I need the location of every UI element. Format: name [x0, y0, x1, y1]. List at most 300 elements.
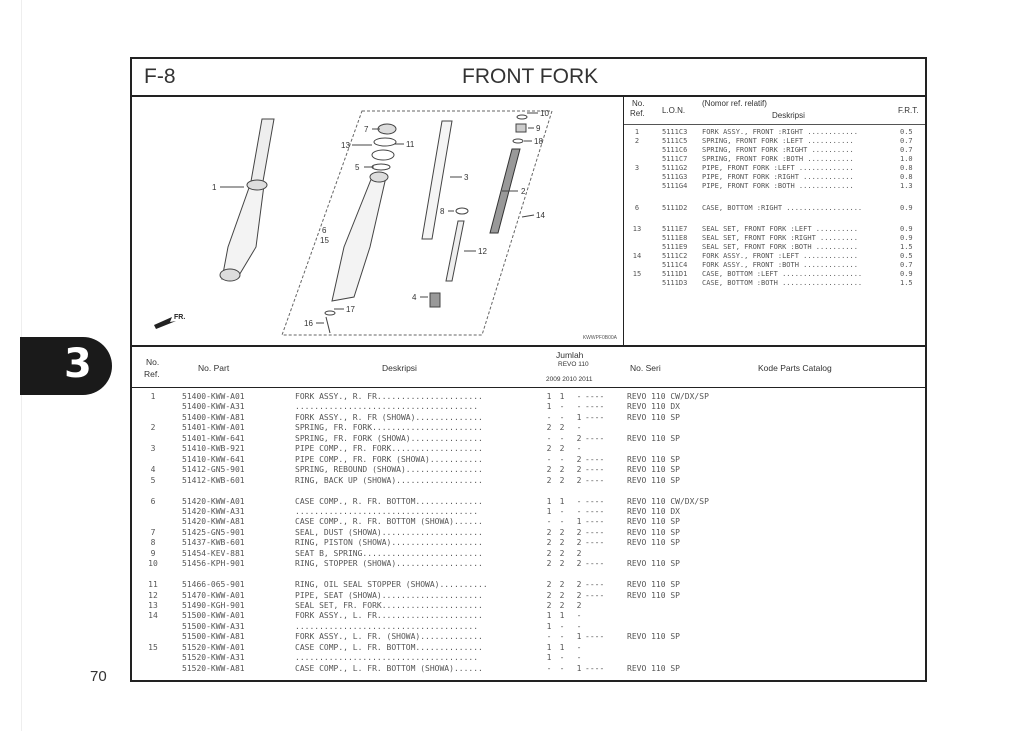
reference-cell-desc: PIPE, FRONT FORK :RIGHT ............: [702, 173, 854, 181]
parts-cell-y2: 2: [559, 580, 565, 590]
parts-table-body: [132, 388, 925, 680]
reference-cell-frt: 0.7: [900, 137, 913, 145]
reference-cell-ref: 15: [632, 270, 642, 279]
exploded-diagram: [132, 97, 624, 345]
parts-cell-y1: -: [546, 433, 552, 443]
parts-cell-desc: PIPE COMP., FR. FORK (SHOWA)...........: [295, 454, 483, 464]
parts-cell-y3: -: [576, 506, 582, 516]
parts-cell-dash: ----: [585, 412, 605, 422]
ref-header-ref: Ref.: [630, 109, 645, 118]
reference-cell-lon: 5111C2: [662, 252, 688, 261]
parts-cell-y3: 2: [576, 590, 582, 600]
parts-row: [132, 392, 925, 403]
parts-cell-y2: -: [559, 517, 565, 527]
reference-cell-desc: SPRING, FRONT FORK :LEFT ...........: [702, 137, 854, 145]
parts-cell-part: 51412-KWB-601: [182, 475, 245, 485]
parts-cell-y1: 2: [546, 559, 552, 569]
parts-header-revo: REVO 110: [558, 361, 589, 368]
reference-cell-desc: SEAL SET, FRONT FORK :LEFT ..........: [702, 225, 858, 234]
parts-cell-y3: 2: [576, 548, 582, 558]
parts-cell-part: 51420-KWW-A01: [182, 496, 245, 506]
parts-cell-seri: REVO 110 SP: [627, 465, 680, 475]
reference-row: [624, 225, 925, 234]
parts-header-ref: Ref.: [144, 369, 160, 379]
reference-cell-ref: 2: [634, 137, 640, 145]
callout-number: 18: [534, 137, 543, 146]
callout-number: 1: [212, 183, 217, 192]
reference-cell-frt: 0.9: [900, 225, 913, 234]
reference-row: [624, 137, 925, 146]
parts-cell-desc: SEAT B, SPRING.........................: [295, 548, 483, 558]
parts-cell-desc: RING, BACK UP (SHOWA)..................: [295, 475, 483, 485]
reference-cell-lon: 5111G2: [662, 164, 688, 172]
parts-cell-ref: 11: [148, 580, 158, 590]
parts-cell-y3: 2: [576, 580, 582, 590]
reference-cell-desc: SPRING, FRONT FORK :BOTH ...........: [702, 155, 854, 163]
parts-cell-y1: 2: [546, 590, 552, 600]
parts-cell-ref: 15: [148, 642, 158, 652]
parts-row: [132, 549, 925, 560]
parts-row: [132, 643, 925, 654]
parts-cell-part: 51412-GN5-901: [182, 465, 245, 475]
callout-number: 15: [320, 236, 329, 245]
reference-cell-desc: PIPE, FRONT FORK :BOTH .............: [702, 182, 854, 190]
chapter-number: 3: [64, 341, 92, 387]
reference-cell-lon: 5111E8: [662, 234, 688, 243]
ref-header-nomor: (Nomor ref. relatif): [702, 99, 767, 108]
reference-cell-desc: FORK ASSY., FRONT :LEFT .............: [702, 252, 858, 261]
parts-cell-ref: 13: [148, 601, 158, 610]
diagram-code: KWWPF0B00A: [582, 335, 617, 341]
parts-cell-y2: 2: [559, 559, 565, 569]
callout-number: 17: [346, 305, 355, 314]
reference-cell-frt: 1.5: [900, 279, 913, 288]
callout-number: 4: [412, 293, 417, 302]
parts-cell-y2: 1: [559, 611, 565, 621]
parts-cell-seri: REVO 110 SP: [627, 433, 680, 443]
parts-row: [132, 476, 925, 487]
reference-cell-frt: 0.7: [900, 146, 913, 154]
parts-row: [132, 497, 925, 508]
parts-cell-ref: 9: [150, 548, 156, 558]
reference-row: [624, 234, 925, 243]
parts-row: [132, 444, 925, 455]
callout-number: 10: [540, 109, 549, 118]
reference-table: [624, 97, 925, 345]
reference-cell-desc: CASE, BOTTOM :RIGHT ..................: [702, 203, 863, 212]
callout-number: 9: [536, 124, 541, 133]
reference-row: [624, 243, 925, 252]
parts-cell-desc: FORK ASSY., R. FR (SHOWA)..............: [295, 412, 483, 422]
parts-cell-desc: FORK ASSY., R. FR......................: [295, 392, 483, 401]
parts-cell-y3: 2: [576, 601, 582, 610]
parts-cell-seri: REVO 110 SP: [627, 663, 680, 673]
parts-cell-seri: REVO 110 DX: [627, 402, 680, 412]
reference-cell-ref: 14: [632, 252, 642, 261]
parts-cell-y3: -: [576, 611, 582, 621]
parts-cell-y3: 1: [576, 412, 582, 422]
parts-cell-y2: -: [559, 506, 565, 516]
reference-cell-ref: 1: [634, 128, 640, 136]
parts-row: [132, 538, 925, 549]
parts-cell-part: 51470-KWW-A01: [182, 590, 245, 600]
parts-cell-desc: CASE COMP., L. FR. BOTTOM (SHOWA)......: [295, 663, 483, 673]
parts-cell-seri: REVO 110 SP: [627, 517, 680, 527]
parts-cell-y2: 2: [559, 590, 565, 600]
parts-cell-seri: REVO 110 SP: [627, 412, 680, 422]
parts-cell-part: 51410-KWB-921: [182, 444, 245, 454]
parts-cell-desc: FORK ASSY., L. FR......................: [295, 611, 483, 621]
parts-cell-seri: REVO 110 SP: [627, 454, 680, 464]
parts-cell-y3: 1: [576, 632, 582, 642]
parts-cell-y3: 2: [576, 433, 582, 443]
callout-number: 12: [478, 247, 487, 256]
reference-cell-lon: 5111E7: [662, 225, 688, 234]
callout-number: 2: [521, 187, 526, 196]
parts-header-years: 2009 2010 2011: [546, 376, 593, 383]
reference-cell-desc: SPRING, FRONT FORK :RIGHT ..........: [702, 146, 854, 154]
parts-cell-y3: -: [576, 642, 582, 652]
callout-number: 14: [536, 211, 545, 220]
reference-row: [624, 252, 925, 261]
callout-number: 8: [440, 207, 445, 216]
parts-cell-dash: ----: [585, 580, 605, 590]
parts-cell-y1: 2: [546, 465, 552, 475]
parts-cell-ref: 10: [148, 559, 158, 569]
parts-cell-part: 51420-KWW-A31: [182, 506, 245, 516]
parts-cell-y3: 2: [576, 559, 582, 569]
reference-cell-frt: 0.5: [900, 252, 913, 261]
parts-cell-dash: ----: [585, 475, 605, 485]
parts-cell-ref: 7: [150, 527, 156, 537]
parts-row: [132, 622, 925, 633]
parts-cell-part: 51454-KEV-881: [182, 548, 245, 558]
parts-cell-ref: 8: [150, 538, 156, 548]
parts-cell-y3: 1: [576, 517, 582, 527]
parts-row: [132, 517, 925, 528]
parts-cell-desc: SPRING, FR. FORK (SHOWA)...............: [295, 433, 483, 443]
parts-cell-y1: 2: [546, 527, 552, 537]
parts-cell-dash: ----: [585, 538, 605, 548]
parts-cell-y2: 1: [559, 642, 565, 652]
parts-cell-y3: -: [576, 621, 582, 631]
parts-cell-desc: CASE COMP., R. FR. BOTTOM..............: [295, 496, 483, 506]
reference-row: [624, 173, 925, 182]
parts-row: [132, 632, 925, 643]
parts-cell-ref: 4: [150, 465, 156, 475]
parts-cell-y2: -: [559, 412, 565, 422]
parts-cell-y2: 2: [559, 601, 565, 610]
parts-cell-desc: RING, PISTON (SHOWA)...................: [295, 538, 483, 548]
reference-cell-lon: 5111D1: [662, 270, 688, 279]
ref-header-no: No.: [632, 99, 645, 108]
parts-cell-part: 51400-KWW-A31: [182, 402, 245, 412]
reference-cell-lon: 5111G4: [662, 182, 688, 190]
parts-cell-part: 51520-KWW-A31: [182, 653, 245, 663]
parts-cell-ref: 2: [150, 423, 156, 433]
parts-header-seri: No. Seri: [630, 363, 661, 373]
parts-cell-dash: ----: [585, 590, 605, 600]
reference-cell-lon: 5111C6: [662, 146, 688, 154]
parts-cell-part: 51466-065-901: [182, 580, 245, 590]
parts-cell-part: 51410-KWW-641: [182, 454, 245, 464]
parts-cell-y3: 2: [576, 538, 582, 548]
parts-cell-desc: ......................................: [295, 653, 479, 663]
parts-cell-seri: REVO 110 SP: [627, 632, 680, 642]
parts-cell-y1: 1: [546, 621, 552, 631]
parts-cell-part: 51456-KPH-901: [182, 559, 245, 569]
parts-cell-y1: -: [546, 412, 552, 422]
parts-cell-y3: 2: [576, 454, 582, 464]
parts-cell-seri: REVO 110 DX: [627, 506, 680, 516]
parts-cell-y1: 2: [546, 538, 552, 548]
parts-cell-part: 51425-GN5-901: [182, 527, 245, 537]
reference-cell-lon: 5111C4: [662, 261, 688, 270]
parts-cell-y3: 2: [576, 527, 582, 537]
reference-cell-desc: FORK ASSY., FRONT :BOTH .............: [702, 261, 858, 270]
reference-cell-lon: 5111G3: [662, 173, 688, 181]
parts-row: [132, 559, 925, 570]
parts-cell-y1: -: [546, 454, 552, 464]
parts-cell-y2: -: [559, 632, 565, 642]
reference-cell-ref: 13: [632, 225, 642, 234]
reference-row: [624, 128, 925, 137]
reference-row: [624, 261, 925, 270]
parts-cell-dash: ----: [585, 517, 605, 527]
parts-cell-y3: -: [576, 653, 582, 663]
parts-cell-y3: -: [576, 444, 582, 454]
reference-row: [624, 164, 925, 173]
parts-cell-dash: ----: [585, 663, 605, 673]
parts-cell-ref: 6: [150, 496, 156, 506]
parts-cell-y1: 2: [546, 580, 552, 590]
parts-row: [132, 528, 925, 539]
parts-row: [132, 465, 925, 476]
parts-cell-y1: 1: [546, 392, 552, 401]
parts-row: [132, 423, 925, 434]
parts-cell-part: 51401-KWW-641: [182, 433, 245, 443]
parts-cell-y1: 1: [546, 642, 552, 652]
parts-row: [132, 570, 925, 581]
parts-cell-dash: ----: [585, 392, 605, 401]
parts-row: [132, 507, 925, 518]
reference-row: [624, 146, 925, 155]
ref-header-frt: F.R.T.: [898, 106, 919, 115]
reference-cell-ref: 6: [634, 203, 640, 212]
reference-cell-frt: 1.0: [900, 155, 913, 163]
parts-cell-seri: REVO 110 SP: [627, 580, 680, 590]
parts-cell-y2: -: [559, 653, 565, 663]
parts-cell-part: 51500-KWW-A01: [182, 611, 245, 621]
parts-row: [132, 413, 925, 424]
parts-cell-dash: ----: [585, 402, 605, 412]
parts-header-part: No. Part: [198, 363, 230, 373]
parts-row: [132, 402, 925, 413]
parts-cell-y1: 2: [546, 548, 552, 558]
parts-header-kode: Kode Parts Catalog: [758, 363, 832, 373]
parts-cell-y1: 1: [546, 653, 552, 663]
reference-cell-lon: 5111D3: [662, 279, 688, 288]
parts-cell-seri: REVO 110 CW/DX/SP: [627, 392, 709, 401]
parts-cell-desc: ......................................: [295, 621, 479, 631]
parts-cell-y3: 1: [576, 663, 582, 673]
reference-table-header: [624, 97, 925, 125]
ref-header-deskripsi: Deskripsi: [772, 111, 805, 120]
parts-cell-part: 51520-KWW-A01: [182, 642, 245, 652]
parts-cell-y1: 2: [546, 423, 552, 433]
parts-cell-seri: REVO 110 SP: [627, 559, 680, 569]
parts-cell-y2: -: [559, 402, 565, 412]
reference-cell-lon: 5111D2: [662, 203, 688, 212]
parts-cell-dash: ----: [585, 506, 605, 516]
parts-cell-part: 51490-KGH-901: [182, 601, 245, 610]
figure-title: FRONT FORK: [462, 65, 599, 88]
parts-cell-seri: REVO 110 SP: [627, 538, 680, 548]
catalog-page-frame: [130, 57, 927, 682]
parts-cell-y1: -: [546, 517, 552, 527]
parts-header-jumlah: Jumlah: [556, 350, 584, 360]
parts-cell-y1: 2: [546, 475, 552, 485]
parts-cell-y3: -: [576, 402, 582, 412]
parts-cell-part: 51400-KWW-A81: [182, 412, 245, 422]
parts-cell-y2: 2: [559, 527, 565, 537]
parts-cell-dash: ----: [585, 527, 605, 537]
parts-cell-ref: 1: [150, 392, 156, 401]
parts-row: [132, 591, 925, 602]
parts-cell-y3: 2: [576, 475, 582, 485]
parts-cell-y2: -: [559, 663, 565, 673]
reference-cell-desc: SEAL SET, FRONT FORK :RIGHT .........: [702, 234, 858, 243]
title-bar: [132, 59, 925, 97]
reference-row: [624, 279, 925, 288]
parts-cell-desc: SPRING, FR. FORK.......................: [295, 423, 483, 433]
parts-cell-y3: -: [576, 496, 582, 506]
parts-row: [132, 434, 925, 445]
parts-cell-desc: CASE COMP., L. FR. BOTTOM..............: [295, 642, 483, 652]
parts-row: [132, 580, 925, 591]
reference-cell-desc: PIPE, FRONT FORK :LEFT .............: [702, 164, 854, 172]
parts-cell-y2: -: [559, 433, 565, 443]
parts-cell-part: 51420-KWW-A81: [182, 517, 245, 527]
parts-cell-y2: 1: [559, 496, 565, 506]
parts-cell-y1: 2: [546, 444, 552, 454]
reference-cell-frt: 1.3: [900, 182, 913, 190]
reference-row: [624, 270, 925, 279]
parts-cell-seri: REVO 110 SP: [627, 590, 680, 600]
chapter-tab: [20, 337, 112, 395]
parts-cell-seri: REVO 110 SP: [627, 475, 680, 485]
reference-row: [624, 155, 925, 164]
parts-cell-dash: ----: [585, 496, 605, 506]
parts-row: [132, 664, 925, 675]
callout-number: 3: [464, 173, 469, 182]
parts-cell-desc: FORK ASSY., L. FR. (SHOWA).............: [295, 632, 483, 642]
callout-number: 11: [406, 140, 415, 149]
parts-cell-desc: PIPE COMP., FR. FORK...................: [295, 444, 483, 454]
parts-cell-ref: 14: [148, 611, 158, 621]
parts-cell-y3: -: [576, 392, 582, 401]
parts-cell-seri: REVO 110 SP: [627, 527, 680, 537]
parts-cell-dash: ----: [585, 559, 605, 569]
fork-illustration: [132, 97, 622, 345]
parts-cell-y3: -: [576, 423, 582, 433]
reference-cell-frt: 0.9: [900, 270, 913, 279]
reference-row: [624, 182, 925, 191]
parts-row: [132, 611, 925, 622]
parts-cell-y2: -: [559, 621, 565, 631]
parts-cell-desc: SPRING, REBOUND (SHOWA)................: [295, 465, 483, 475]
reference-cell-frt: 0.7: [900, 261, 913, 270]
parts-cell-dash: ----: [585, 454, 605, 464]
parts-row: [132, 486, 925, 497]
reference-cell-desc: CASE, BOTTOM :BOTH ...................: [702, 279, 863, 288]
reference-cell-ref: 3: [634, 164, 640, 172]
parts-cell-desc: SEAL SET, FR. FORK.....................: [295, 601, 483, 610]
parts-row: [132, 653, 925, 664]
parts-cell-desc: PIPE, SEAT (SHOWA).....................: [295, 590, 483, 600]
parts-cell-seri: REVO 110 CW/DX/SP: [627, 496, 709, 506]
parts-cell-desc: ......................................: [295, 402, 479, 412]
parts-cell-y2: -: [559, 454, 565, 464]
parts-cell-dash: ----: [585, 632, 605, 642]
reference-cell-lon: 5111E9: [662, 243, 688, 252]
parts-cell-desc: CASE COMP., R. FR. BOTTOM (SHOWA)......: [295, 517, 483, 527]
callout-number: 7: [364, 125, 369, 134]
figure-number: F-8: [144, 65, 176, 88]
parts-cell-y2: 2: [559, 444, 565, 454]
parts-cell-desc: ......................................: [295, 506, 479, 516]
parts-cell-y2: 2: [559, 465, 565, 475]
parts-cell-y1: 2: [546, 601, 552, 610]
parts-cell-ref: 3: [150, 444, 156, 454]
parts-cell-desc: RING, OIL SEAL STOPPER (SHOWA)..........: [295, 580, 488, 590]
reference-cell-frt: 0.9: [900, 203, 913, 212]
reference-cell-frt: 0.8: [900, 173, 913, 181]
parts-cell-y1: 1: [546, 611, 552, 621]
parts-cell-part: 51500-KWW-A31: [182, 621, 245, 631]
parts-cell-part: 51520-KWW-A81: [182, 663, 245, 673]
reference-cell-desc: CASE, BOTTOM :LEFT ...................: [702, 270, 863, 279]
reference-cell-frt: 1.5: [900, 243, 913, 252]
reference-cell-lon: 5111C3: [662, 128, 688, 136]
reference-cell-desc: SEAL SET, FRONT FORK :BOTH ..........: [702, 243, 858, 252]
parts-cell-desc: SEAL, DUST (SHOWA).....................: [295, 527, 483, 537]
parts-cell-y2: 1: [559, 392, 565, 401]
parts-table-header: [132, 345, 925, 388]
parts-cell-part: 51401-KWW-A01: [182, 423, 245, 433]
parts-cell-y1: -: [546, 632, 552, 642]
parts-row: [132, 455, 925, 466]
reference-cell-frt: 0.5: [900, 128, 913, 136]
parts-cell-part: 51500-KWW-A81: [182, 632, 245, 642]
parts-header-deskripsi: Deskripsi: [382, 363, 417, 373]
direction-label: FR.: [174, 314, 186, 321]
parts-cell-y1: 1: [546, 506, 552, 516]
parts-cell-y2: 2: [559, 475, 565, 485]
ref-header-lon: L.O.N.: [662, 106, 686, 115]
reference-cell-frt: 0.9: [900, 234, 913, 243]
reference-cell-lon: 5111C7: [662, 155, 688, 163]
parts-cell-part: 51400-KWW-A01: [182, 392, 245, 401]
parts-cell-y2: 2: [559, 548, 565, 558]
parts-row: [132, 601, 925, 612]
parts-cell-ref: 12: [148, 590, 158, 600]
callout-number: 16: [304, 319, 313, 328]
parts-cell-part: 51437-KWB-601: [182, 538, 245, 548]
callout-number: 6: [322, 226, 327, 235]
parts-cell-y1: -: [546, 663, 552, 673]
parts-cell-dash: ----: [585, 433, 605, 443]
